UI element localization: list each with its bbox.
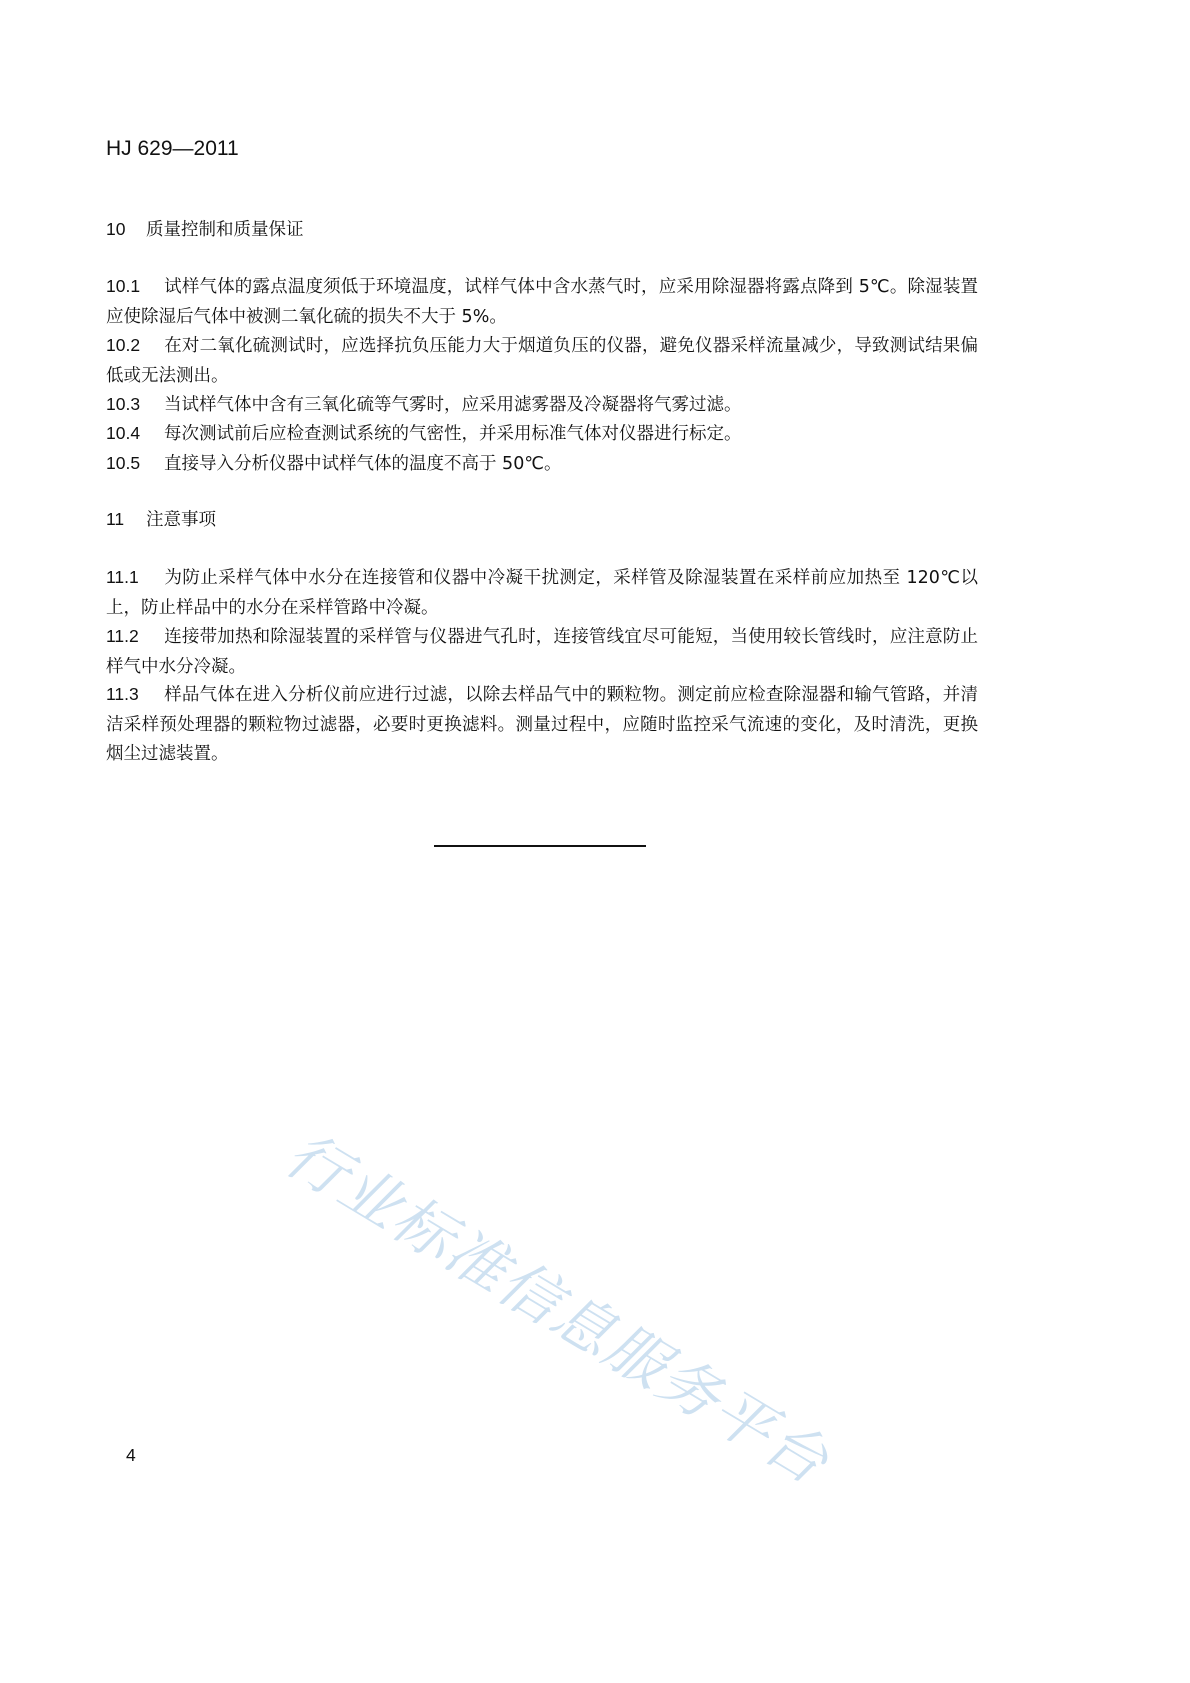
clause-11-1 [106, 563, 978, 623]
clause-number: 10.5 [106, 453, 141, 473]
end-of-text-rule [434, 845, 646, 847]
page-number: 4 [126, 1445, 136, 1465]
clause-11-3 [106, 680, 978, 770]
clause-text: 每次测试前后应检查测试系统的气密性，并采用标准气体对仪器进行标定。 [164, 424, 742, 444]
clause-10-4 [106, 419, 978, 450]
clause-text: 试样气体的露点温度须低于环境温度，试样气体中含水蒸气时，应采用除湿器将露点降到 5℃。除湿装置应使除湿后气体中被测二氧化硫的损失不大于 5%。 [106, 277, 978, 327]
clause-number: 10.3 [106, 394, 141, 414]
clause-text: 为防止采样气体中水分在连接管和仪器中冷凝干扰测定，采样管及除湿装置在采样前应加热至 120℃以上，防止样品中的水分在采样管路中冷凝。 [106, 568, 978, 618]
clause-text: 在对二氧化硫测试时，应选择抗负压能力大于烟道负压的仪器，避免仪器采样流量减少，导致测试结果偏低或无法测出。 [106, 336, 978, 386]
clause-number: 10.2 [106, 335, 141, 355]
document-code: HJ 629—2011 [106, 137, 239, 160]
clause-number: 11.1 [106, 567, 139, 587]
section-title: 注意事项 [146, 510, 216, 530]
clause-10-2 [106, 331, 978, 391]
section-heading-11 [106, 508, 216, 531]
clause-11-2 [106, 622, 978, 682]
clause-number: 10.4 [106, 423, 141, 443]
clause-text: 直接导入分析仪器中试样气体的温度不高于 50℃。 [164, 454, 562, 474]
watermark: 行业标准信息服务平台 [273, 1119, 841, 1499]
clause-number: 11.3 [106, 684, 139, 704]
clause-number: 10.1 [106, 276, 141, 296]
clause-text: 连接带加热和除湿装置的采样管与仪器进气孔时，连接管线宜尽可能短，当使用较长管线时，应注意防止样气中水分冷凝。 [106, 627, 978, 677]
clause-number: 11.2 [106, 626, 139, 646]
clause-10-3 [106, 390, 978, 421]
clause-text: 当试样气体中含有三氧化硫等气雾时，应采用滤雾器及冷凝器将气雾过滤。 [164, 395, 742, 415]
clause-text: 样品气体在进入分析仪前应进行过滤，以除去样品气中的颗粒物。测定前应检查除湿器和输气管路，并清洁采样预处理器的颗粒物过滤器，必要时更换滤料。测量过程中，应随时监控采气流速的变化，及时清洗，更换烟尘过滤装置。 [106, 685, 978, 764]
clause-10-1 [106, 272, 978, 332]
section-title: 质量控制和质量保证 [146, 220, 304, 240]
clause-10-5 [106, 449, 978, 480]
section-number: 10 [106, 219, 126, 239]
section-heading-10 [106, 218, 304, 241]
section-number: 11 [106, 509, 125, 529]
